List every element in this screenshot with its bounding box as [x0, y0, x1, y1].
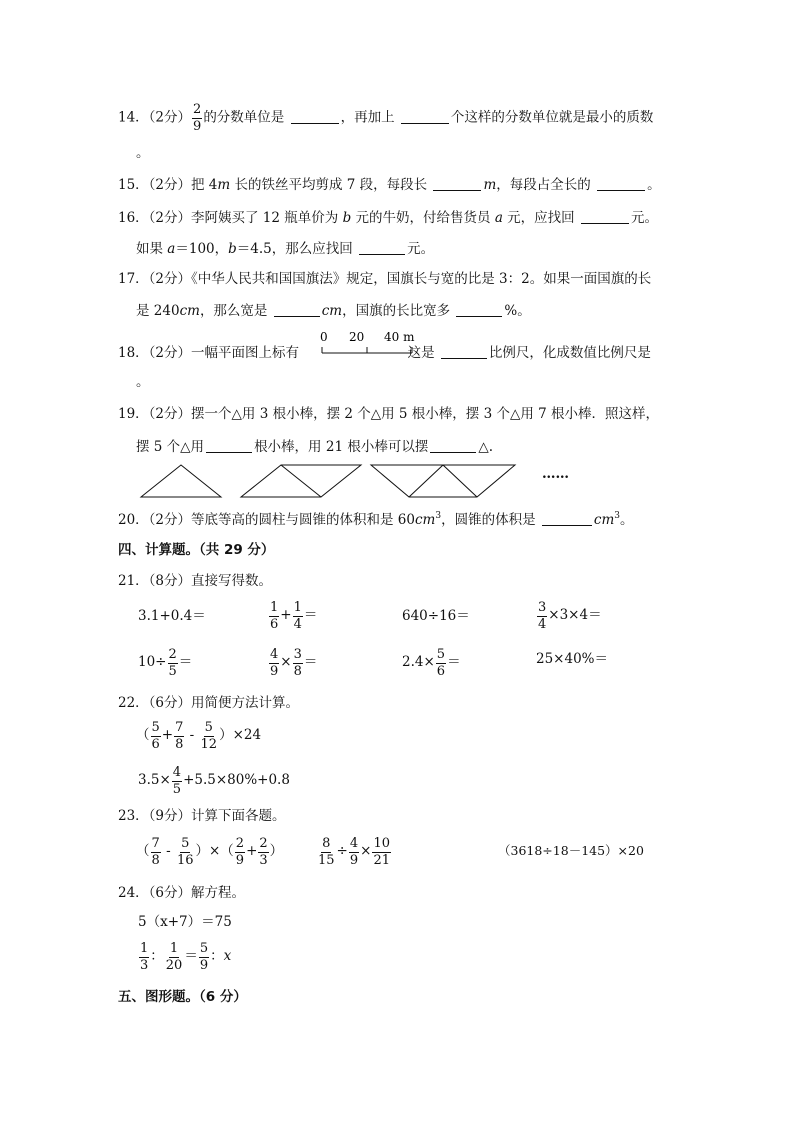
question-22-title: 22．（6分）用简便方法计算。: [118, 695, 300, 711]
question-17: 17．（2分）《中华人民共和国国旗法》规定，国旗长与宽的比是 3：2。如果一面国旗的长: [118, 271, 652, 287]
q15-blank-1[interactable]: [433, 178, 481, 191]
q17-blank-2[interactable]: [456, 304, 502, 317]
q24-equation-2: $\frac{1}{3}$ ： $\frac{1}{20}$ ＝ $\frac{5}{9}$ ：x: [140, 941, 232, 973]
question-24-title: 24．（6分）解方程。: [118, 885, 246, 901]
q16-blank-1[interactable]: [581, 211, 629, 224]
triangle-figure-2: [241, 465, 361, 497]
q22-expr-2: 3.5× $\frac{4}{5}$ +5.5×80%+0.8: [138, 765, 290, 797]
scale-bar: [318, 330, 418, 360]
q19-line2: 摆 5 个△用 根小棒，用 21 根小棒可以摆 △.: [136, 439, 494, 455]
question-20: 20．（2分）等底等高的圆柱与圆锥的体积和是 $60cm^3$，圆锥的体积是 $cm^3$。: [118, 511, 634, 528]
q14-line2: 。: [136, 145, 150, 161]
q20-blank[interactable]: [542, 513, 592, 526]
q23-expr-b: $\frac{8}{15}$ ÷ $\frac{4}{9}$ × $\frac{10}{21}$: [318, 836, 390, 868]
triangle-figures: [135, 462, 585, 500]
triangle-figure-1: [141, 465, 221, 497]
q21-item-b: $\frac{1}{6}$ + $\frac{1}{4}$ ＝: [270, 600, 318, 632]
question-23-title: 23．（9分）计算下面各题。: [118, 808, 286, 824]
section-5-heading: 五、图形题。（6 分）: [118, 989, 247, 1005]
scale-label-40m: 40 m: [384, 330, 415, 344]
q21-item-f: $\frac{4}{9}$ × $\frac{3}{8}$ ＝: [270, 647, 318, 679]
question-19: 19．（2分）摆一个△用 3 根小棒，摆 2 个△用 5 根小棒，摆 3 个△用 7 根小棒．照这样，: [118, 406, 660, 422]
q18-line2: 。: [136, 374, 150, 390]
q16-line2: 如果 a＝100，b＝4.5，那么应找回 元。: [136, 241, 435, 257]
section-4-heading: 四、计算题。（共 29 分）: [118, 542, 275, 558]
q24-equation-1: 5（x+7）＝75: [138, 914, 232, 930]
q19-blank-2[interactable]: [430, 440, 476, 453]
triangle-figure-3: [371, 465, 515, 497]
question-18: 18．（2分）一幅平面图上标有 这是 比例尺，化成数值比例尺是: [118, 345, 651, 361]
question-14: 14．（2分） $\frac{2}{9}$ 的分数单位是 ，再加上 个这样的分数单位就是最小的质数: [118, 102, 654, 134]
q19-blank-1[interactable]: [206, 440, 252, 453]
q14-prefix: 14．（2分）: [118, 109, 192, 126]
q21-item-h: 25×40%＝: [536, 651, 608, 667]
q21-item-e: 10÷ $\frac{2}{5}$ ＝: [138, 647, 193, 679]
q21-item-c: 640÷16＝: [402, 608, 470, 624]
q16-blank-2[interactable]: [359, 242, 405, 255]
q14-fraction: $\frac{2}{9}$: [193, 102, 202, 134]
q17-blank-1[interactable]: [274, 304, 320, 317]
q15-blank-2[interactable]: [597, 178, 645, 191]
q21-item-g: 2.4× $\frac{5}{6}$ ＝: [402, 647, 461, 679]
scale-label-0: 0: [320, 330, 328, 344]
q14-blank-2[interactable]: [401, 111, 449, 124]
triangle-continuation-dots: ……: [542, 466, 569, 482]
q21-item-a: 3.1+0.4＝: [138, 608, 206, 624]
question-21-title: 21．（8分）直接写得数。: [118, 573, 273, 589]
q23-expr-a: （ $\frac{7}{8}$ - $\frac{5}{16}$ ）×（ $\frac{2}{9}$ + $\frac{2}{3}$ ）: [136, 836, 284, 868]
q21-item-d: $\frac{3}{4}$ ×3×4＝: [538, 600, 602, 632]
q17-line2: 是 240cm，那么宽是 cm，国旗的长比宽多 %。: [136, 303, 531, 319]
scale-label-20: 20: [349, 330, 365, 344]
q18-blank-1[interactable]: [441, 346, 487, 359]
q14-blank-1[interactable]: [291, 111, 339, 124]
question-15: 15．（2分）把 4m 长的铁丝平均剪成 7 段，每段长 m，每段占全长的 。: [118, 177, 661, 193]
q22-expr-1: （ $\frac{5}{6}$ + $\frac{7}{8}$ - $\frac{5}{12}$ ）×24: [136, 720, 262, 752]
question-16: 16．（2分）李阿姨买了 12 瓶单价为 b 元的牛奶，付给售货员 a 元，应找回 元。: [118, 210, 658, 226]
q23-expr-c: （3618÷18－145）×20: [498, 843, 644, 858]
